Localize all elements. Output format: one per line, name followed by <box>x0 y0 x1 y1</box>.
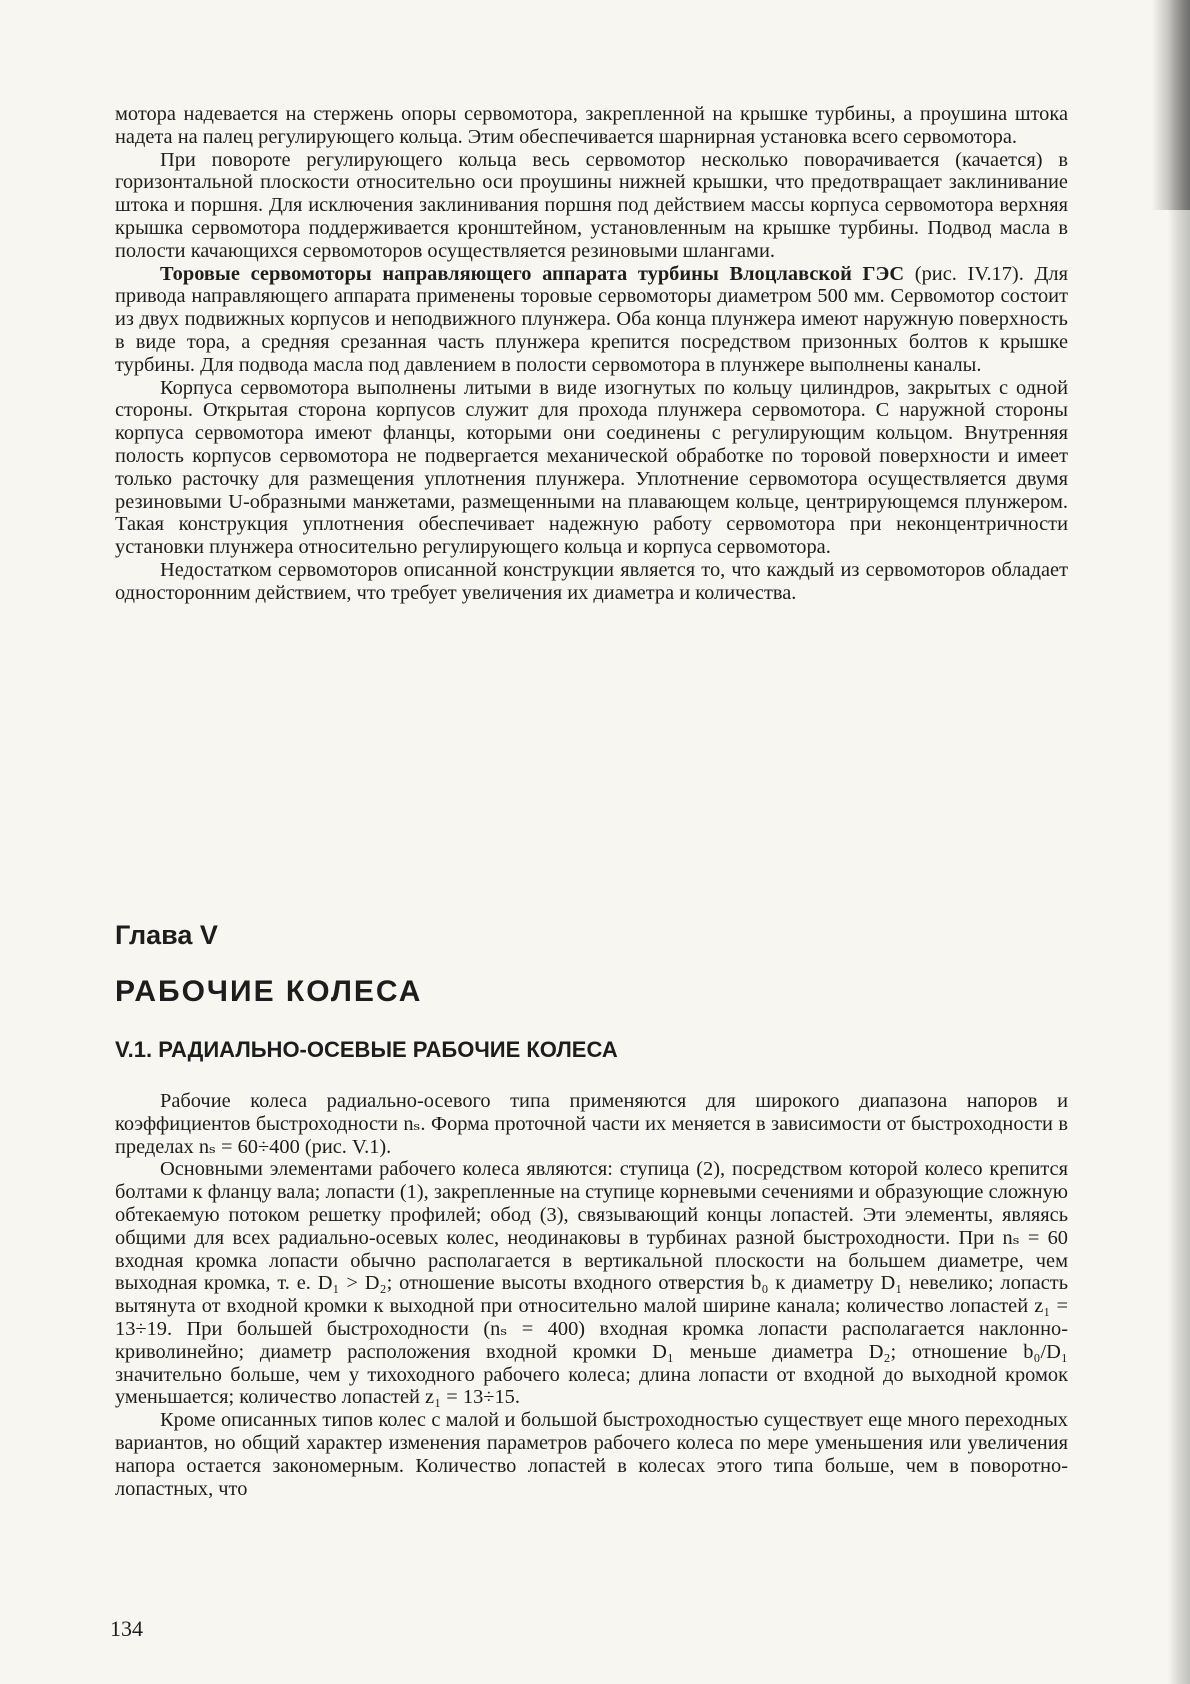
paragraph-3 <box>115 263 1068 377</box>
paragraph-3-body: (рис. IV.17). Для привода направляющего аппарата применены торовые сервомоторы диаметром 500 мм. Сервомотор состоит из двух подвижных корпусов и неподвижного плунжера. Оба конца плунжера имеют наружную поверхность в виде тора, а средняя срезанная часть плунжера крепится посредством призонных болтов к крышке турбины. Для подвода масла под давлением в полости сервомотора в плунжере выполнены каналы. <box>115 262 1068 376</box>
page-number: 134 <box>110 1616 143 1641</box>
paragraph-5: Недостатком сервомоторов описанной конструкции является то, что каждый из сервомоторов обладает односторонним действием, что требует увеличения их диаметра и количества. <box>115 558 1068 604</box>
paragraph-3-heading: Торовые сервомоторы направляющего аппарата турбины Влоцлавской ГЭС <box>160 262 905 285</box>
paragraph-2: При повороте регулирующего кольца весь сервомотор несколько поворачивается (качается) в горизонтальной плоскости относительно оси проушины нижней крышки, что предотвращает заклинивание штока и поршня. Для исключения заклинивания поршня под действием массы корпуса сервомотора верхняя крышка сервомотора поддерживается кронштейном, установленным на крышке турбины. Подвод масла в полости качающихся сервомоторов осуществляется резиновыми шлангами. <box>115 148 1068 262</box>
paragraph-7: Основными элементами рабочего колеса являются: ступица (2), посредством которой колесо крепится болтами к фланцу вала; лопасти (1), закрепленные на ступице корневыми сечениями и образующие сложную обтекаемую потоком решетку профилей; обод (3), связывающий концы лопастей. Эти элементы, являясь общими для всех радиально-осевых колес, неодинаковы в турбинах разной быстроходности. При nₛ = 60 входная кромка лопасти обычно располагается в вертикальной плоскости на большем диаметре, чем выходная кромка, т. е. D₁ > D₂; отношение высоты входного отверстия b₀ к диаметру D₁ невелико; лопасть вытянута от входной кромки к выходной при относительно малой ширине канала; количество лопастей z₁ = 13÷19. При большей быстроходности (nₛ = 400) входная кромка лопасти располагается наклонно-криволинейно; диаметр расположения входной кромки D₁ меньше диаметра D₂; отношение b₀/D₁ значительно больше, чем у тихоходного рабочего колеса; длина лопасти от входной до выходной кромок уменьшается; количество лопастей z₁ = 13÷15. <box>115 1158 1068 1409</box>
paragraph-1: мотора надевается на стержень опоры сервомотора, закрепленной на крышке турбины, а проушина штока надета на палец регулирующего кольца. Этим обеспечивается шарнирная установка всего сервомотора. <box>115 103 1068 148</box>
section-title: V.1. РАДИАЛЬНО-ОСЕВЫЕ РАБОЧИЕ КОЛЕСА <box>115 1037 618 1062</box>
bottom-text-block <box>115 1090 1068 1500</box>
top-text-block <box>115 103 1068 605</box>
scan-shadow-edge <box>1168 0 1190 1684</box>
chapter-title: РАБОЧИЕ КОЛЕСА <box>115 975 423 1008</box>
paragraph-4: Корпуса сервомотора выполнены литыми в виде изогнутых по кольцу цилиндров, закрытых с одной стороны. Открытая сторона корпусов служит для прохода плунжера сервомотора. С наружной стороны корпуса сервомотора имеют фланцы, которыми они соединены с регулирующим кольцом. Внутренняя полость корпусов сервомотора не подвергается механической обработке по торовой поверхности и имеет только расточку для размещения уплотнения плунжера. Уплотнение сервомотора осуществляется двумя резиновыми U-образными манжетами, размещенными на плавающем кольце, центрирующемся плунжером. Такая конструкция уплотнения обеспечивает надежную работу сервомотора при неконцентричности установки плунжера относительно регулирующего кольца и корпуса сервомотора. <box>115 376 1068 559</box>
paragraph-8: Кроме описанных типов колес с малой и большой быстроходностью существует еще много переходных вариантов, но общий характер изменения параметров рабочего колеса по мере уменьшения или увеличения напора остается закономерным. Количество лопастей в колесах этого типа больше, чем в поворотно-лопастных, что <box>115 1409 1068 1500</box>
chapter-label: Глава V <box>115 920 218 950</box>
scan-shadow-corner <box>1152 0 1190 210</box>
paragraph-6: Рабочие колеса радиально-осевого типа применяются для широкого диапазона напоров и коэффициентов быстроходности nₛ. Форма проточной части их меняется в зависимости от быстроходности в пределах nₛ = 60÷400 (рис. V.1). <box>115 1090 1068 1158</box>
